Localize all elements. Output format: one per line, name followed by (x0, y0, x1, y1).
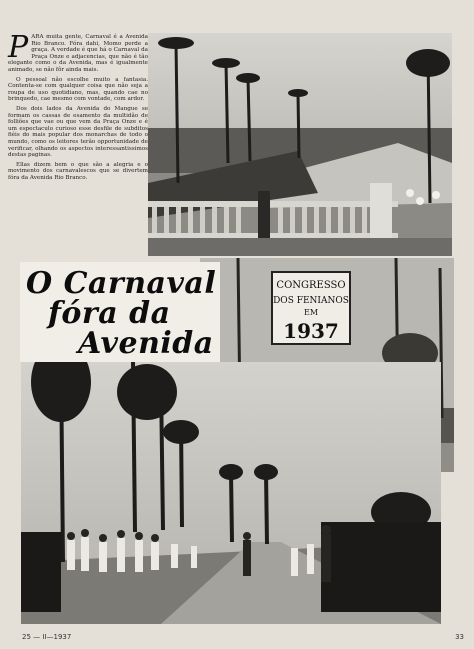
title-line-3: Avenida (78, 326, 214, 361)
photo-avenue-canal-image (148, 33, 452, 256)
float-sign-line1: CONGRESSO (276, 280, 346, 291)
drop-cap: P (8, 30, 29, 65)
photo-avenue-canal (148, 33, 452, 256)
article-paragraph-4: Ellas dizem bem o que são a alegria e o movimento dos carnavalescos que se divertem fóra da Avenida Rio Branco. (8, 161, 148, 181)
page-date: 25 — II—1937 (22, 633, 72, 641)
title-line-2: fóra da (48, 296, 171, 331)
float-sign-line3: EM (303, 308, 319, 317)
article-paragraph-2: O pessoal não escolhe muito a fantasia. Contenta-se com qualquer coisa que não seja a roupa de uso quotidiano, mas, quando cae no brinquedo, cae mesmo com vontade, com ardor. (8, 76, 148, 103)
article-title (20, 262, 220, 362)
float-sign-line2: DOS FENIANOS (273, 296, 349, 306)
article-paragraph-1: PARA muita gente, Carnaval é a Avenida Rio Branco. Fóra dahi, Momo perde a graça. A verdade é que há o Carnaval da Praça Onze e adjacencias, que não é tão elegante como o da Avenida, mas é igualmente animado, se não fôr ainda mais. (8, 30, 148, 73)
article-paragraph-3: Dos dois lados da Avenida do Mangue se formam os cassas de esamento da multidão de folliões que vae ou que vem da Praça Onze e é um espectaculo curioso esse desfile de subditos fiéis do mais popular dos monarchas de todo o mundo, como os leitores terão opportunidade de verificar, olhando os aspectos interessantissimos destas paginas. (8, 105, 148, 159)
page-number: 33 (455, 633, 464, 641)
float-sign-year: 1937 (283, 319, 339, 343)
article-text (8, 30, 148, 184)
photo-street-crowd (21, 362, 441, 624)
title-line-1: O Carnaval (26, 266, 217, 301)
photo-street-crowd-image (21, 362, 441, 624)
